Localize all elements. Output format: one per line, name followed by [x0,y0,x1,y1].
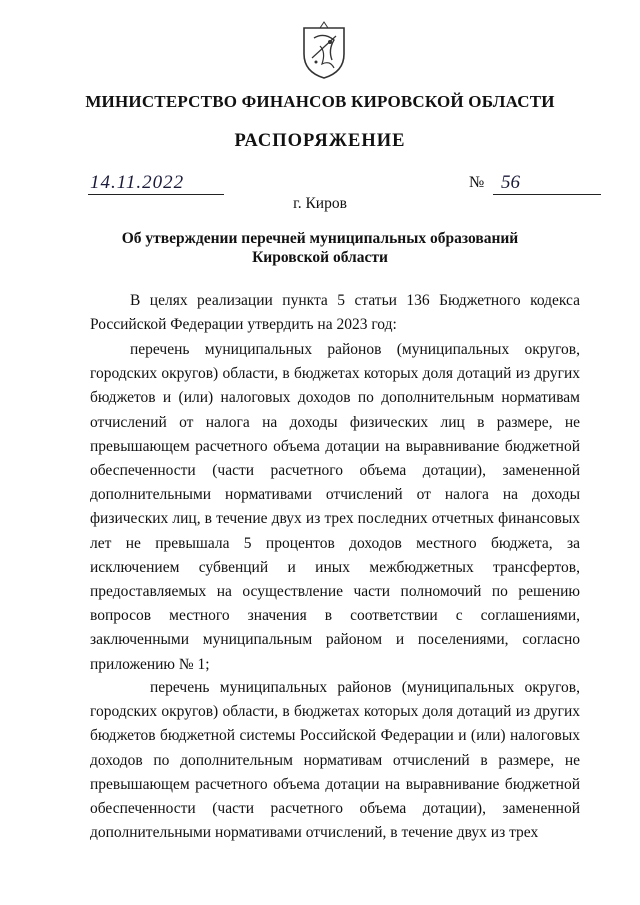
city: г. Киров [293,195,347,212]
number-value: 56 [501,172,520,193]
ministry-name: МИНИСТЕРСТВО ФИНАНСОВ КИРОВСКОЙ ОБЛАСТИ [85,92,555,111]
subject-line-1: Об утверждении перечней муниципальных образований [121,230,519,247]
number-field [493,172,601,195]
document-subject [0,229,640,267]
body-paragraph-3: перечень муниципальных районов (муниципальных округов, городских округов) области, в бюджетах которых доля дотаций из других бюджетов бюджетной системы Российской Федерации и (или) налоговых доходов по дополнительным нормативам отчислений в размере, не превышающем расчетного объема дотации на выравнивание бюджетной обеспеченности (части расчетного объема дотации), замененной дополнительными нормативами отчислений, в течение двух из трех [90,679,580,842]
number-label: № [469,174,485,191]
date-value: 14.11.2022 [90,172,185,193]
body-paragraph-1: В целях реализации пункта 5 статьи 136 Бюджетного кодекса Российской Федерации утвердить на 2023 год: [90,292,580,334]
document-type: РАСПОРЯЖЕНИЕ [234,131,406,151]
body-paragraph-2: перечень муниципальных районов (муниципальных округов, городских округов) области, в бюджетах которых доля дотаций из других бюджетов и (или) налоговых доходов по дополнительным нормативам отчислений от налога на доходы физических лиц в размере, не превышающем расчетного объема дотации на выравнивание бюджетной обеспеченности (части расчетного объема дотации), замененной дополнительными нормативами отчислений от налога на доходы физических лиц, в течение двух из трех последних отчетных финансовых лет не превышала 5 процентов доходов местного бюджета, за исключением субвенций и иных межбюджетных трансфертов, предоставляемых на осуществление части полномочий по решению вопросов местного значения в соответствии с соглашениями, заключенными муниципальным районом и поселениями, согласно приложению № 1; [90,341,580,673]
coat-of-arms-icon [300,20,348,80]
date-field [88,172,224,195]
subject-line-2: Кировской области [252,249,388,266]
